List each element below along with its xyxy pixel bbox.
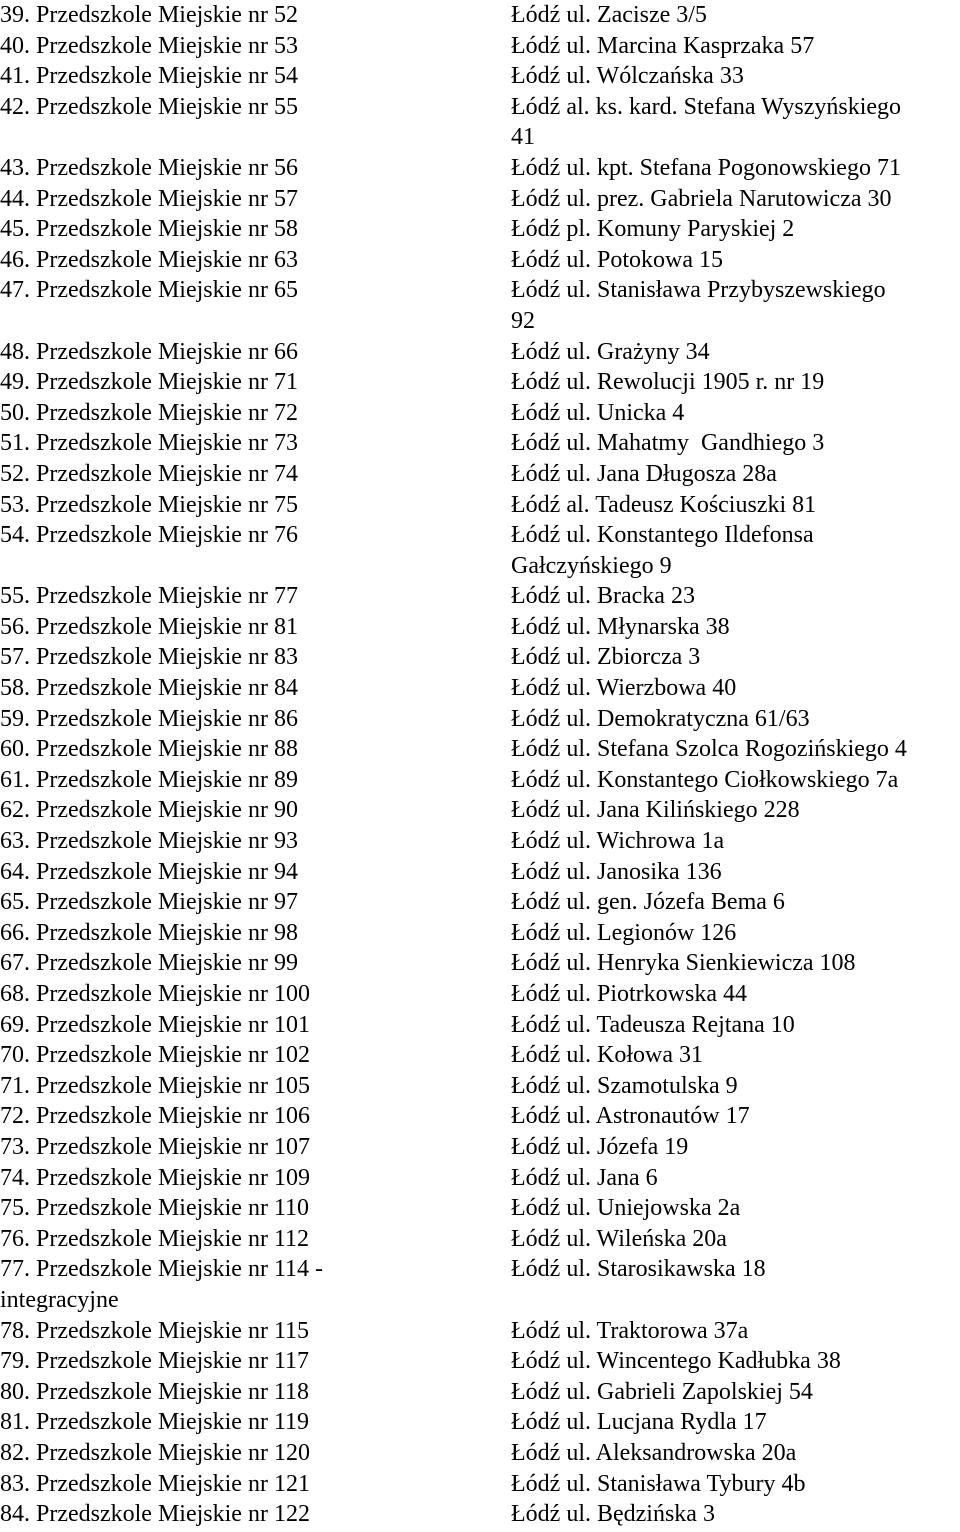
kindergarten-name: 69. Przedszkole Miejskie nr 101 — [0, 1011, 310, 1038]
list-item — [0, 1346, 960, 1377]
list-item — [0, 581, 960, 612]
kindergarten-name: 55. Przedszkole Miejskie nr 77 — [0, 583, 298, 610]
list-item — [0, 918, 960, 949]
kindergarten-name: 53. Przedszkole Miejskie nr 75 — [0, 491, 298, 518]
kindergarten-name: 61. Przedszkole Miejskie nr 89 — [0, 766, 298, 793]
kindergarten-name: 42. Przedszkole Miejskie nr 55 — [0, 93, 298, 120]
list-item — [0, 704, 960, 735]
kindergarten-name: 68. Przedszkole Miejskie nr 100 — [0, 981, 310, 1007]
kindergarten-name: 64. Przedszkole Miejskie nr 94 — [0, 858, 298, 885]
kindergarten-address: Łódź ul. Janosika 136 — [511, 858, 722, 885]
kindergarten-address: Łódź ul. Józefa 19 — [511, 1133, 689, 1160]
kindergarten-address: Łódź ul. kpt. Stefana Pogonowskiego 71 — [511, 154, 901, 181]
list-item — [0, 0, 960, 31]
list-item — [0, 275, 960, 336]
kindergarten-name: 51. Przedszkole Miejskie nr 73 — [0, 430, 298, 457]
kindergarten-address: Łódź ul. Legionów 126 — [511, 919, 737, 946]
kindergarten-name: 63. Przedszkole Miejskie nr 93 — [0, 828, 298, 855]
kindergarten-address: Łódź ul. gen. Józefa Bema 6 — [511, 889, 785, 916]
kindergarten-address: Łódź ul. Stanisława Przybyszewskiego 92 — [511, 277, 886, 334]
kindergarten-address: Łódź ul. Gabrieli Zapolskiej 54 — [511, 1378, 813, 1405]
list-item — [0, 245, 960, 276]
list-item — [0, 398, 960, 429]
list-item — [0, 979, 960, 1010]
kindergarten-address: Łódź ul. Jana Kilińskiego 228 — [511, 797, 800, 824]
kindergarten-address: Łódź ul. Rewolucji 1905 r. nr 19 — [511, 369, 825, 396]
kindergarten-name: 77. Przedszkole Miejskie nr 114 - integracyjne — [0, 1256, 324, 1313]
kindergarten-name: 62. Przedszkole Miejskie nr 90 — [0, 797, 298, 824]
list-item — [0, 795, 960, 826]
kindergarten-name: 76. Przedszkole Miejskie nr 112 — [0, 1225, 310, 1252]
list-item — [0, 1499, 960, 1530]
kindergarten-name: 73. Przedszkole Miejskie nr 107 — [0, 1133, 310, 1160]
list-item — [0, 948, 960, 979]
kindergarten-name: 81. Przedszkole Miejskie nr 119 — [0, 1409, 310, 1436]
kindergarten-name: 58. Przedszkole Miejskie nr 84 — [0, 675, 298, 702]
kindergarten-address: Łódź pl. Komuny Paryskiej 2 — [511, 216, 795, 243]
list-item — [0, 1254, 960, 1315]
kindergarten-name: 41. Przedszkole Miejskie nr 54 — [0, 63, 298, 90]
list-item — [0, 1132, 960, 1163]
list-item — [0, 765, 960, 796]
kindergarten-name: 59. Przedszkole Miejskie nr 86 — [0, 705, 298, 732]
list-item — [0, 1316, 960, 1347]
kindergarten-address: Łódź ul. Bracka 23 — [511, 583, 695, 610]
kindergarten-name: 49. Przedszkole Miejskie nr 71 — [0, 369, 298, 396]
list-item — [0, 1193, 960, 1224]
list-item — [0, 1469, 960, 1500]
list-item — [0, 428, 960, 459]
kindergarten-address: Łódź al. Tadeusz Kościuszki 81 — [511, 491, 817, 518]
kindergarten-name: 71. Przedszkole Miejskie nr 105 — [0, 1072, 310, 1099]
list-item — [0, 1101, 960, 1132]
list-item — [0, 1040, 960, 1071]
kindergarten-name: 70. Przedszkole Miejskie nr 102 — [0, 1042, 310, 1069]
kindergarten-name: 65. Przedszkole Miejskie nr 97 — [0, 889, 298, 916]
list-item — [0, 1071, 960, 1102]
list-item — [0, 1224, 960, 1255]
list-item — [0, 520, 960, 581]
kindergarten-address: Łódź ul. Jana 6 — [511, 1164, 658, 1191]
kindergarten-name: 52. Przedszkole Miejskie nr 74 — [0, 460, 298, 487]
kindergarten-name: 83. Przedszkole Miejskie nr 121 — [0, 1470, 310, 1497]
list-item — [0, 92, 960, 153]
kindergarten-address: Łódź ul. Kołowa 31 — [511, 1042, 703, 1069]
kindergarten-name: 82. Przedszkole Miejskie nr 120 — [0, 1439, 310, 1466]
kindergarten-address: Łódź ul. Aleksandrowska 20a — [511, 1439, 797, 1466]
kindergarten-address: Łódź ul. Będzińska 3 — [511, 1501, 715, 1528]
kindergarten-address: Łódź ul. Demokratyczna 61/63 — [511, 705, 810, 732]
kindergarten-address: Łódź ul. Jana Długosza 28a — [511, 460, 777, 487]
list-item — [0, 490, 960, 521]
kindergarten-name: 75. Przedszkole Miejskie nr 110 — [0, 1195, 310, 1222]
kindergarten-address: Łódź ul. Wileńska 20a — [511, 1225, 727, 1252]
kindergarten-name: 46. Przedszkole Miejskie nr 63 — [0, 246, 298, 273]
kindergarten-address: Łódź ul. Traktorowa 37a — [511, 1317, 749, 1344]
kindergarten-name: 40. Przedszkole Miejskie nr 53 — [0, 32, 298, 59]
kindergarten-name: 50. Przedszkole Miejskie nr 72 — [0, 399, 298, 426]
list-item — [0, 367, 960, 398]
list-item — [0, 337, 960, 368]
list-item — [0, 1438, 960, 1469]
kindergarten-address: Łódź ul. Zacisze 3/5 — [511, 2, 707, 28]
list-item — [0, 31, 960, 62]
kindergarten-address: Łódź ul. Grażyny 34 — [511, 338, 710, 365]
list-item — [0, 184, 960, 215]
kindergarten-address: Łódź ul. Wólczańska 33 — [511, 63, 744, 90]
kindergarten-name: 39. Przedszkole Miejskie nr 52 — [0, 2, 298, 28]
kindergarten-name: 48. Przedszkole Miejskie nr 66 — [0, 338, 298, 365]
kindergarten-address: Łódź ul. Starosikawska 18 — [511, 1256, 766, 1283]
kindergarten-address: Łódź al. ks. kard. Stefana Wyszyńskiego 41 — [511, 93, 902, 151]
kindergarten-name: 47. Przedszkole Miejskie nr 65 — [0, 277, 298, 304]
kindergarten-address: Łódź ul. Zbiorcza 3 — [511, 644, 701, 671]
kindergarten-name: 54. Przedszkole Miejskie nr 76 — [0, 522, 298, 549]
kindergarten-name: 79. Przedszkole Miejskie nr 117 — [0, 1348, 310, 1375]
list-item — [0, 857, 960, 888]
kindergarten-address: Łódź ul. Konstantego Ciołkowskiego 7a — [511, 766, 899, 793]
kindergarten-address: Łódź ul. prez. Gabriela Narutowicza 30 — [511, 185, 892, 212]
list-item — [0, 459, 960, 490]
kindergarten-address: Łódź ul. Astronautów 17 — [511, 1103, 750, 1130]
list-item — [0, 1010, 960, 1041]
kindergarten-name: 78. Przedszkole Miejskie nr 115 — [0, 1317, 310, 1344]
list-item — [0, 1377, 960, 1408]
kindergarten-address: Łódź ul. Stefana Szolca Rogozińskiego 4 — [511, 736, 907, 763]
kindergarten-address: Łódź ul. Wichrowa 1a — [511, 828, 725, 855]
kindergarten-name: 72. Przedszkole Miejskie nr 106 — [0, 1103, 310, 1130]
kindergarten-name: 84. Przedszkole Miejskie nr 122 — [0, 1501, 310, 1528]
kindergarten-name: 44. Przedszkole Miejskie nr 57 — [0, 185, 298, 212]
kindergarten-address: Łódź ul. Henryka Sienkiewicza 108 — [511, 950, 856, 977]
kindergarten-name: 67. Przedszkole Miejskie nr 99 — [0, 950, 298, 977]
kindergarten-address: Łódź ul. Tadeusza Rejtana 10 — [511, 1011, 795, 1038]
kindergarten-name: 60. Przedszkole Miejskie nr 88 — [0, 736, 298, 763]
list-item — [0, 734, 960, 765]
kindergarten-address: Łódź ul. Wierzbowa 40 — [511, 675, 737, 702]
list-item — [0, 826, 960, 857]
list-item — [0, 612, 960, 643]
kindergarten-name: 80. Przedszkole Miejskie nr 118 — [0, 1378, 310, 1405]
kindergarten-name: 43. Przedszkole Miejskie nr 56 — [0, 154, 298, 181]
list-item — [0, 1407, 960, 1438]
kindergarten-name: 74. Przedszkole Miejskie nr 109 — [0, 1164, 310, 1191]
kindergarten-name: 45. Przedszkole Miejskie nr 58 — [0, 216, 298, 243]
kindergarten-address: Łódź ul. Piotrkowska 44 — [511, 981, 747, 1007]
list-item — [0, 1163, 960, 1194]
kindergarten-name: 56. Przedszkole Miejskie nr 81 — [0, 613, 298, 640]
list-item — [0, 887, 960, 918]
kindergarten-address: Łódź ul. Marcina Kasprzaka 57 — [511, 32, 815, 59]
kindergarten-address: Łódź ul. Unicka 4 — [511, 399, 685, 426]
kindergarten-address: Łódź ul. Potokowa 15 — [511, 246, 723, 273]
kindergarten-address: Łódź ul. Młynarska 38 — [511, 613, 730, 640]
kindergarten-address: Łódź ul. Wincentego Kadłubka 38 — [511, 1348, 841, 1375]
kindergarten-address: Łódź ul. Konstantego Ildefonsa Gałczyńskiego 9 — [511, 522, 814, 579]
kindergarten-address: Łódź ul. Szamotulska 9 — [511, 1072, 738, 1099]
list-item — [0, 153, 960, 184]
kindergarten-name: 66. Przedszkole Miejskie nr 98 — [0, 919, 298, 946]
kindergarten-address: Łódź ul. Uniejowska 2a — [511, 1195, 741, 1222]
kindergarten-address: Łódź ul. Lucjana Rydla 17 — [511, 1409, 767, 1436]
list-item — [0, 642, 960, 673]
kindergarten-address: Łódź ul. Stanisława Tybury 4b — [511, 1470, 806, 1497]
list-item — [0, 673, 960, 704]
kindergarten-name: 57. Przedszkole Miejskie nr 83 — [0, 644, 298, 671]
list-item — [0, 61, 960, 92]
list-item — [0, 214, 960, 245]
kindergarten-address: Łódź ul. Mahatmy Gandhiego 3 — [511, 430, 825, 457]
